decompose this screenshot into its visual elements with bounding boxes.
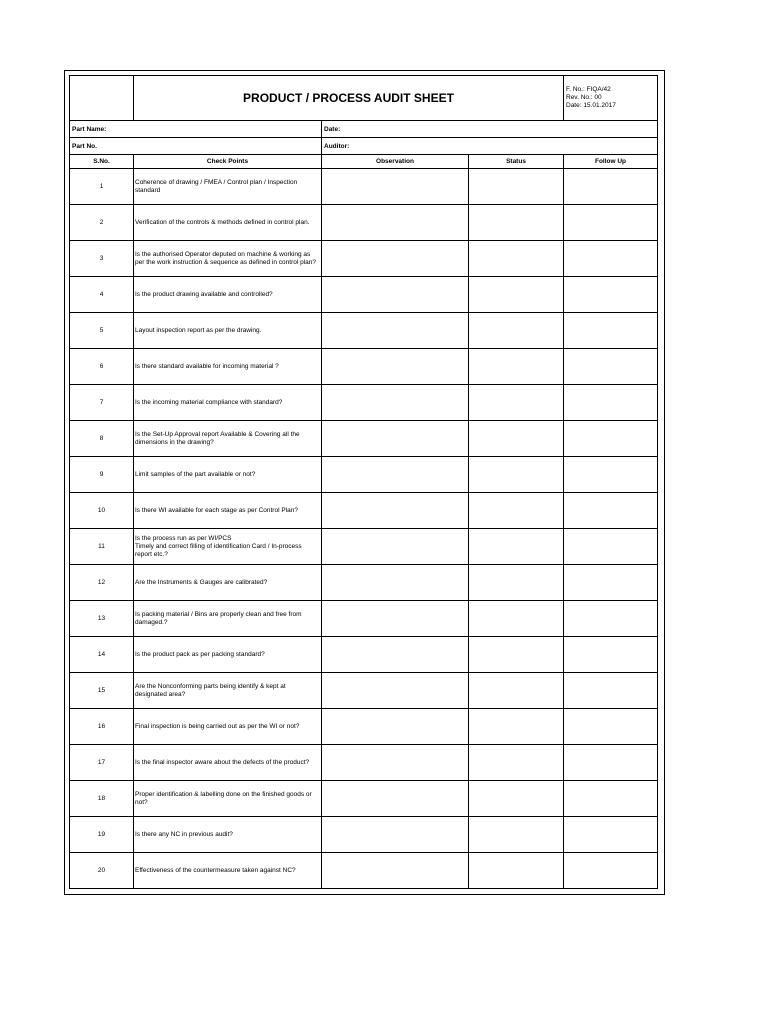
follow-up-cell[interactable] [564, 169, 658, 205]
observation-cell[interactable] [322, 673, 469, 709]
observation-cell[interactable] [322, 205, 469, 241]
check-point-text: Final inspection is being carried out as per the WI or not? [134, 709, 322, 745]
observation-cell[interactable] [322, 169, 469, 205]
status-cell[interactable] [469, 349, 564, 385]
observation-cell[interactable] [322, 709, 469, 745]
observation-cell[interactable] [322, 385, 469, 421]
observation-cell[interactable] [322, 817, 469, 853]
part-no-field[interactable] [70, 138, 322, 155]
observation-cell[interactable] [322, 601, 469, 637]
status-cell[interactable] [469, 493, 564, 529]
row-number: 8 [70, 421, 134, 457]
table-row [70, 421, 658, 457]
status-cell[interactable] [469, 745, 564, 781]
row-number: 20 [70, 853, 134, 889]
follow-up-cell[interactable] [564, 277, 658, 313]
table-row [70, 709, 658, 745]
follow-up-cell[interactable] [564, 565, 658, 601]
row-number: 11 [70, 529, 134, 565]
row-number: 14 [70, 637, 134, 673]
part-name-field[interactable] [70, 121, 322, 138]
observation-cell[interactable] [322, 421, 469, 457]
status-cell[interactable] [469, 673, 564, 709]
observation-cell[interactable] [322, 529, 469, 565]
observation-cell[interactable] [322, 277, 469, 313]
follow-up-cell[interactable] [564, 205, 658, 241]
observation-cell[interactable] [322, 853, 469, 889]
header-sno: S.No. [70, 155, 134, 169]
header-status: Status [469, 155, 564, 169]
table-row [70, 601, 658, 637]
row-number: 17 [70, 745, 134, 781]
observation-cell[interactable] [322, 565, 469, 601]
table-row [70, 385, 658, 421]
row-number: 6 [70, 349, 134, 385]
follow-up-cell[interactable] [564, 457, 658, 493]
auditor-field[interactable] [322, 138, 658, 155]
table-row [70, 565, 658, 601]
status-cell[interactable] [469, 637, 564, 673]
follow-up-cell[interactable] [564, 637, 658, 673]
follow-up-cell[interactable] [564, 349, 658, 385]
table-row [70, 349, 658, 385]
follow-up-cell[interactable] [564, 601, 658, 637]
check-point-text: Effectiveness of the countermeasure taken against NC? [134, 853, 322, 889]
part-no-row [70, 138, 658, 155]
observation-cell[interactable] [322, 241, 469, 277]
row-number: 19 [70, 817, 134, 853]
observation-cell[interactable] [322, 493, 469, 529]
status-cell[interactable] [469, 601, 564, 637]
row-number: 18 [70, 781, 134, 817]
check-point-text: Is the product drawing available and controlled? [134, 277, 322, 313]
check-point-text: Is the product pack as per packing standard? [134, 637, 322, 673]
table-row [70, 169, 658, 205]
status-cell[interactable] [469, 529, 564, 565]
follow-up-cell[interactable] [564, 817, 658, 853]
check-point-text: Is the authorised Operator deputed on machine & working as per the work instruction & sequence as defined in control plan? [134, 241, 322, 277]
status-cell[interactable] [469, 241, 564, 277]
revision-number: Rev. No.: 00 [566, 94, 602, 101]
table-row [70, 745, 658, 781]
follow-up-cell[interactable] [564, 385, 658, 421]
header-check-points: Check Points [134, 155, 322, 169]
row-number: 12 [70, 565, 134, 601]
header-observation: Observation [322, 155, 469, 169]
table-row [70, 673, 658, 709]
follow-up-cell[interactable] [564, 529, 658, 565]
follow-up-cell[interactable] [564, 241, 658, 277]
title-row [70, 76, 658, 121]
check-point-text: Is packing material / Bins are properly clean and free from damaged.? [134, 601, 322, 637]
header-follow-up: Follow Up [564, 155, 658, 169]
status-cell[interactable] [469, 205, 564, 241]
row-number: 3 [70, 241, 134, 277]
check-point-text: Proper identification & labelling done on the finished goods or not? [134, 781, 322, 817]
part-name-label: Part Name: [72, 125, 107, 133]
table-row [70, 205, 658, 241]
check-point-text: Are the Nonconforming parts being identify & kept at designated area? [134, 673, 322, 709]
table-row [70, 853, 658, 889]
check-point-text: Is there WI available for each stage as per Control Plan? [134, 493, 322, 529]
table-row [70, 277, 658, 313]
follow-up-cell[interactable] [564, 313, 658, 349]
status-cell[interactable] [469, 817, 564, 853]
status-cell[interactable] [469, 169, 564, 205]
table-row [70, 313, 658, 349]
follow-up-cell[interactable] [564, 745, 658, 781]
follow-up-cell[interactable] [564, 673, 658, 709]
row-number: 5 [70, 313, 134, 349]
check-point-text: Is the final inspector aware about the defects of the product? [134, 745, 322, 781]
status-cell[interactable] [469, 565, 564, 601]
row-number: 13 [70, 601, 134, 637]
column-header-row [70, 155, 658, 169]
table-row [70, 637, 658, 673]
row-number: 4 [70, 277, 134, 313]
check-point-text: Layout inspection report as per the drawing. [134, 313, 322, 349]
check-point-text: Coherence of drawing / FMEA / Control plan / Inspection standard [134, 169, 322, 205]
check-point-text: Limit samples of the part available or not? [134, 457, 322, 493]
check-point-text: Is the process run as per WI/PCS Timely and correct filling of identification Card / In-process report etc.? [134, 529, 322, 565]
follow-up-cell[interactable] [564, 709, 658, 745]
observation-cell[interactable] [322, 313, 469, 349]
row-number: 10 [70, 493, 134, 529]
status-cell[interactable] [469, 853, 564, 889]
check-point-text: Is the incoming material compliance with standard? [134, 385, 322, 421]
date-label: Date: [324, 125, 341, 133]
follow-up-cell[interactable] [564, 781, 658, 817]
status-cell[interactable] [469, 421, 564, 457]
table-row [70, 817, 658, 853]
row-number: 9 [70, 457, 134, 493]
date-field[interactable] [322, 121, 658, 138]
document-meta [564, 76, 658, 121]
follow-up-cell[interactable] [564, 493, 658, 529]
audit-table [69, 75, 658, 889]
observation-cell[interactable] [322, 637, 469, 673]
check-point-text: Verification of the controls & methods defined in control plan. [134, 205, 322, 241]
table-row [70, 529, 658, 565]
follow-up-cell[interactable] [564, 421, 658, 457]
row-number: 2 [70, 205, 134, 241]
part-name-row [70, 121, 658, 138]
status-cell[interactable] [469, 385, 564, 421]
auditor-label: Auditor: [324, 142, 350, 150]
observation-cell[interactable] [322, 349, 469, 385]
row-number: 15 [70, 673, 134, 709]
status-cell[interactable] [469, 313, 564, 349]
check-point-text: Is the Set-Up Approval report Available & Covering all the dimensions in the drawing? [134, 421, 322, 457]
status-cell[interactable] [469, 709, 564, 745]
logo-blank-cell [70, 76, 134, 121]
table-row [70, 781, 658, 817]
part-no-label: Part No. [72, 142, 97, 150]
issue-date: Date: 15.01.2017 [566, 102, 616, 109]
observation-cell[interactable] [322, 745, 469, 781]
check-point-text: Are the Instruments & Gauges are calibrated? [134, 565, 322, 601]
status-cell[interactable] [469, 457, 564, 493]
row-number: 16 [70, 709, 134, 745]
observation-cell[interactable] [322, 781, 469, 817]
check-point-text: Is there standard available for incoming material ? [134, 349, 322, 385]
status-cell[interactable] [469, 277, 564, 313]
table-row [70, 457, 658, 493]
follow-up-cell[interactable] [564, 853, 658, 889]
status-cell[interactable] [469, 781, 564, 817]
form-number: F. No.: FIQA/42 [566, 86, 611, 93]
row-number: 7 [70, 385, 134, 421]
row-number: 1 [70, 169, 134, 205]
document-title: PRODUCT / PROCESS AUDIT SHEET [134, 76, 564, 121]
table-row [70, 493, 658, 529]
check-point-text: Is there any NC in previous audit? [134, 817, 322, 853]
observation-cell[interactable] [322, 457, 469, 493]
table-row [70, 241, 658, 277]
